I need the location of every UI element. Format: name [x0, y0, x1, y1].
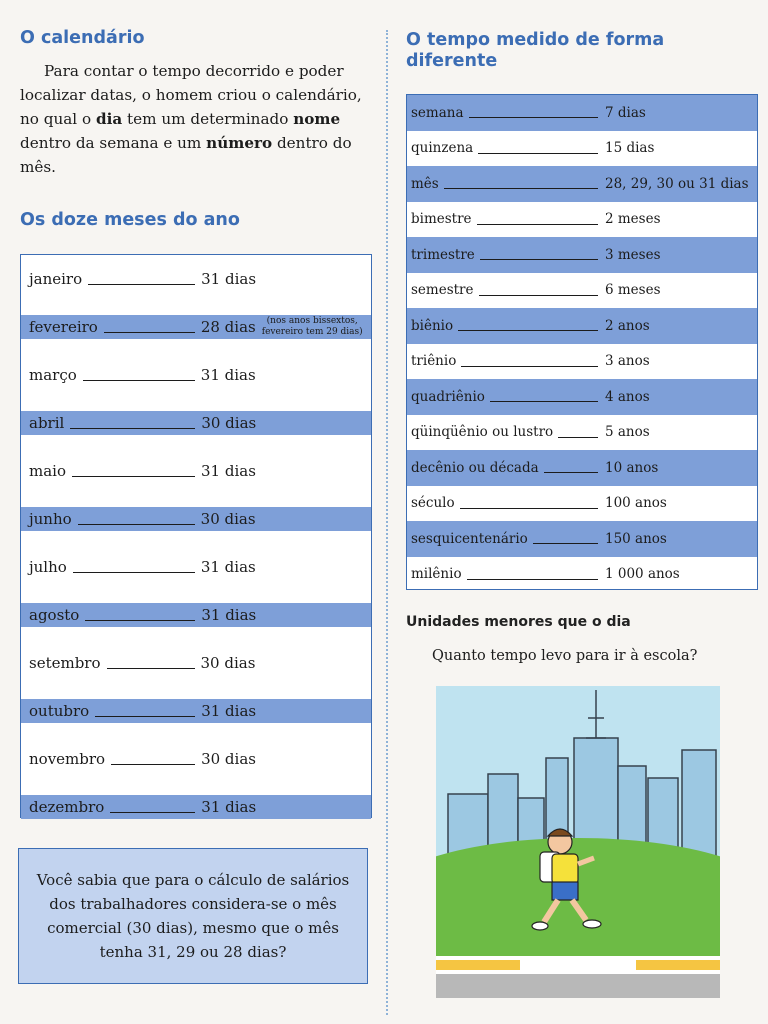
month-days: 31 dias [201, 606, 257, 624]
leap-year-note [262, 316, 363, 338]
intro-bold-nome: nome [293, 110, 341, 128]
month-name: outubro [29, 702, 90, 720]
period-name: quinzena [411, 140, 474, 157]
month-name: dezembro [29, 798, 105, 816]
month-name: março [29, 366, 77, 384]
month-row [21, 399, 371, 447]
intro-bold-numero: número [206, 134, 273, 152]
month-row [21, 255, 371, 303]
leader-line [111, 764, 195, 765]
month-row-content [29, 270, 371, 288]
period-row [407, 450, 757, 486]
intro-text-3: dentro da semana e um [20, 134, 207, 152]
salary-info-text: Você sabia que para o cálculo de salários dos trabalhadores considera-se o mês comercial (30 dias), mesmo que o mês tenha 31, 29 ou 28 dias? [36, 871, 350, 961]
period-row [407, 521, 757, 557]
periods-title: O tempo medido de forma diferente [406, 30, 665, 71]
period-row [407, 415, 757, 451]
period-row [407, 557, 757, 593]
leader-line [469, 117, 598, 118]
period-row [407, 344, 757, 380]
period-name: triênio [411, 353, 457, 370]
leader-line [104, 332, 195, 333]
month-days: 31 dias [201, 798, 257, 816]
month-days: 30 dias [201, 750, 256, 768]
period-row [407, 308, 757, 344]
periods-table [406, 94, 758, 590]
period-name: semana [411, 104, 464, 121]
months-table [20, 254, 372, 818]
leader-line [83, 380, 195, 381]
month-days: 30 dias [201, 414, 257, 432]
period-value: 28, 29, 30 ou 31 dias [605, 175, 749, 192]
period-value: 2 anos [605, 317, 650, 334]
leader-line [95, 716, 195, 717]
month-row [21, 639, 371, 687]
leader-line [544, 472, 598, 473]
month-row [21, 351, 371, 399]
month-row [21, 447, 371, 495]
period-value: 3 anos [605, 353, 650, 370]
period-value: 4 anos [605, 388, 650, 405]
period-name: século [411, 495, 455, 512]
month-name: fevereiro [29, 318, 98, 336]
month-name: novembro [29, 750, 106, 768]
month-row [21, 783, 371, 831]
leader-line [85, 620, 195, 621]
month-days: 30 dias [200, 654, 256, 672]
leader-line [467, 579, 598, 580]
units-title: Unidades menores que o dia [406, 614, 631, 630]
period-row [407, 237, 757, 273]
leader-line [533, 543, 598, 544]
month-name: maio [29, 462, 66, 480]
leader-line [558, 437, 598, 438]
period-name: trimestre [411, 246, 475, 263]
curb-stripe [636, 960, 720, 970]
leader-line [480, 259, 598, 260]
leap-year-note-line1: (nos anos bissextos, [266, 316, 358, 326]
month-row [21, 591, 371, 639]
period-value: 1 000 anos [605, 566, 680, 583]
period-row [407, 486, 757, 522]
period-row [407, 131, 757, 167]
period-value: 100 anos [605, 495, 667, 512]
period-value: 6 meses [605, 282, 661, 299]
month-row [21, 495, 371, 543]
months-title: Os doze meses do ano [20, 210, 240, 230]
month-days: 31 dias [200, 558, 256, 576]
leader-line [478, 153, 598, 154]
month-row [21, 687, 371, 735]
period-name: decênio ou década [411, 459, 539, 476]
month-row-content [29, 702, 371, 720]
month-row-content [29, 606, 371, 624]
intro-text-4: dentro do mês. [20, 134, 352, 176]
leader-line [444, 188, 598, 189]
leader-line [477, 224, 598, 225]
month-row [21, 303, 371, 351]
period-name: bimestre [411, 211, 472, 228]
month-row-content [29, 798, 371, 816]
calendar-title: O calendário [20, 28, 145, 48]
month-name: agosto [29, 606, 80, 624]
period-value: 15 dias [605, 140, 655, 157]
calendar-intro [20, 59, 370, 179]
month-row-content [29, 366, 371, 384]
period-value: 5 anos [605, 424, 650, 441]
period-name: biênio [411, 317, 454, 334]
month-name: julho [29, 558, 67, 576]
month-days: 31 dias [201, 462, 256, 480]
month-row-content [29, 414, 371, 432]
period-name: milênio [411, 566, 462, 583]
intro-text-2: tem um determinado [122, 110, 294, 128]
calendar-section [20, 28, 370, 179]
leap-year-note-line2: fevereiro tem 29 dias) [261, 327, 363, 337]
period-value: 7 dias [605, 104, 646, 121]
month-name: junho [29, 510, 72, 528]
leader-line [70, 428, 195, 429]
intro-text-1: Para contar o tempo decorrido e poder localizar datas, o homem criou o calendário, no qual o [20, 62, 362, 128]
leader-line [461, 366, 598, 367]
period-row [407, 379, 757, 415]
period-row [407, 95, 757, 131]
month-row [21, 735, 371, 783]
leader-line [460, 508, 598, 509]
period-value: 10 anos [605, 459, 659, 476]
period-row [407, 273, 757, 309]
leader-line [110, 812, 195, 813]
salary-info-box [18, 848, 368, 984]
sidewalk [436, 974, 720, 998]
school-question: Quanto tempo levo para ir à escola? [432, 648, 698, 664]
month-row-content [29, 654, 371, 672]
month-row-content [29, 510, 371, 528]
period-name: qüinqüênio ou lustro [411, 424, 554, 441]
leader-line [458, 330, 598, 331]
month-row-content [29, 558, 371, 576]
month-days: 31 dias [201, 270, 257, 288]
period-value: 2 meses [605, 211, 661, 228]
leader-line [73, 572, 195, 573]
period-name: semestre [411, 282, 474, 299]
period-name: mês [411, 175, 439, 192]
period-value: 3 meses [605, 246, 661, 263]
month-name: abril [29, 414, 65, 432]
month-row-content [29, 462, 371, 480]
period-row [407, 202, 757, 238]
leader-line [72, 476, 195, 477]
leader-line [88, 284, 195, 285]
leader-line [78, 524, 195, 525]
month-days: 31 dias [200, 366, 256, 384]
column-divider [386, 30, 388, 1015]
period-name: quadriênio [411, 388, 485, 405]
leader-line [479, 295, 598, 296]
month-row-content [29, 316, 371, 338]
period-row [407, 166, 757, 202]
month-row [21, 543, 371, 591]
month-days: 31 dias [201, 702, 257, 720]
month-days: 30 dias [200, 510, 256, 528]
period-value: 150 anos [605, 530, 667, 547]
period-name: sesquicentenário [411, 530, 528, 547]
month-name: setembro [29, 654, 101, 672]
intro-bold-dia: dia [95, 110, 123, 128]
month-row-content [29, 750, 371, 768]
month-days: 28 dias [200, 318, 256, 336]
curb-stripe [436, 960, 520, 970]
boy-walking-to-school-illustration [436, 686, 720, 998]
month-name: janeiro [29, 270, 83, 288]
leader-line [107, 668, 195, 669]
leader-line [490, 401, 598, 402]
